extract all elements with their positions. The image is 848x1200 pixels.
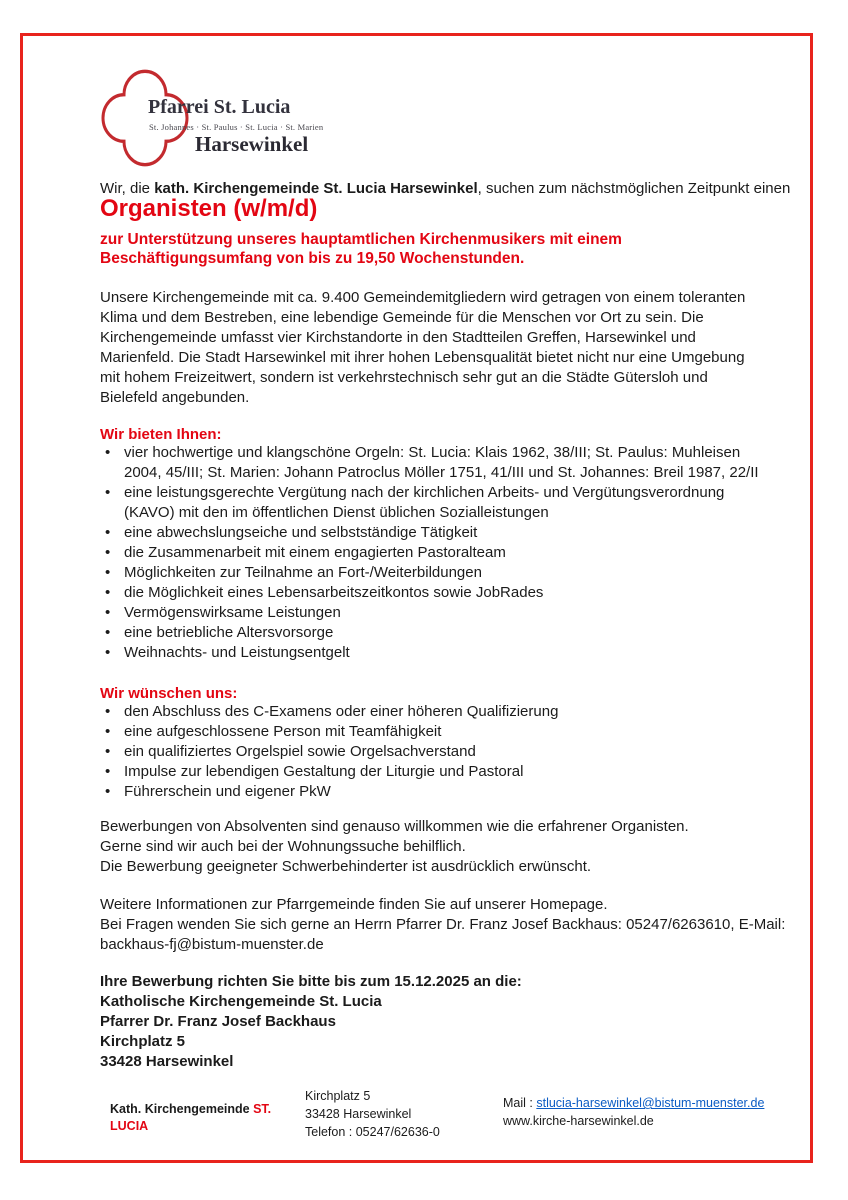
intro-org-name: kath. Kirchengemeinde St. Lucia Harsewinkel — [154, 180, 478, 197]
application-address-block — [100, 972, 768, 1072]
notes-line: Gerne sind wir auch bei der Wohnungssuche behilflich. — [100, 838, 466, 855]
offer-item: • Vermögenswirksame Leistungen — [100, 603, 768, 623]
offer-item: • die Zusammenarbeit mit einem engagierten Pastoralteam — [100, 543, 768, 563]
intro-suffix: , suchen zum nächstmöglichen Zeitpunkt einen — [477, 180, 791, 197]
info-line: Bei Fragen wenden Sie sich gerne an Herrn Pfarrer Dr. Franz Josef Backhaus: 05247/6263610, E-Mail: — [100, 916, 786, 933]
notes-line: Bewerbungen von Absolventen sind genauso willkommen wie die erfahrener Organisten. — [100, 818, 689, 835]
offer-item: • eine betriebliche Altersvorsorge — [100, 623, 768, 643]
logo-city: Harsewinkel — [195, 132, 309, 156]
logo-title: Pfarrei St. Lucia — [148, 96, 291, 118]
wish-list — [100, 702, 768, 802]
wish-item: • ein qualifiziertes Orgelspiel sowie Orgelsachverstand — [100, 742, 768, 762]
offer-item: • die Möglichkeit eines Lebensarbeitszeitkontos sowie JobRades — [100, 583, 768, 603]
footer-email-link[interactable]: stlucia-harsewinkel@bistum-muenster.de — [536, 1096, 765, 1110]
footer-org — [110, 1101, 305, 1135]
offer-item: • vier hochwertige und klangschöne Orgeln: St. Lucia: Klais 1962, 38/III; St. Paulus: Muhleisen 2004, 45/III; St. Marien: Johann Patroclus Möller 1751, 41/III und St. Johannes: Breil 1987, 22/II — [100, 443, 768, 483]
job-subtitle-line: Beschäftigungsumfang von bis zu 19,50 Wochenstunden. — [100, 250, 525, 267]
footer-address-line: Telefon : 05247/62636-0 — [305, 1125, 440, 1139]
notes-paragraph — [100, 817, 768, 877]
footer-mail-row — [503, 1094, 764, 1112]
job-subtitle-line: zur Unterstützung unseres hauptamtlichen Kirchenmusikers mit einem — [100, 231, 622, 248]
wish-heading: Wir wünschen uns: — [100, 685, 238, 702]
footer-contact — [503, 1094, 764, 1130]
info-line: Weitere Informationen zur Pfarrgemeinde finden Sie auf unserer Homepage. — [100, 896, 608, 913]
job-title-main: Organisten — [100, 195, 227, 222]
job-title — [100, 194, 768, 224]
parish-logo — [100, 62, 420, 172]
wish-item: • eine aufgeschlossene Person mit Teamfähigkeit — [100, 722, 768, 742]
offer-item: • Weihnachts- und Leistungsentgelt — [100, 643, 768, 663]
offer-heading: Wir bieten Ihnen: — [100, 426, 222, 443]
application-line: Kirchplatz 5 — [100, 1033, 186, 1050]
contact-email-text: backhaus-fj@bistum-muenster.de — [100, 936, 324, 953]
application-line: 33428 Harsewinkel — [100, 1053, 234, 1070]
job-title-gender-suffix: (w/m/d) — [226, 195, 318, 222]
footer-address-line: Kirchplatz 5 — [305, 1089, 371, 1103]
wish-item: • den Abschluss des C-Examens oder einer höheren Qualifizierung — [100, 702, 768, 722]
footer-org-black: Kath. Kirchengemeinde — [110, 1102, 254, 1116]
footer-website: www.kirche-harsewinkel.de — [503, 1114, 654, 1128]
application-line: Pfarrer Dr. Franz Josef Backhaus — [100, 1013, 336, 1030]
footer-address — [305, 1087, 440, 1141]
application-line: Ihre Bewerbung richten Sie bitte bis zum 15.12.2025 an die: — [100, 973, 522, 990]
footer-org-red: ST. LUCIA — [110, 1102, 272, 1133]
footer-address-line: 33428 Harsewinkel — [305, 1107, 412, 1121]
offer-list — [100, 443, 768, 663]
application-line: Katholische Kirchengemeinde St. Lucia — [100, 993, 382, 1010]
footer-mail-label: Mail : — [503, 1096, 537, 1110]
notes-line: Die Bewerbung geeigneter Schwerbehinderter ist ausdrücklich erwünscht. — [100, 858, 592, 875]
logo-subtitle: St. Johannes · St. Paulus · St. Lucia · St. Marien — [149, 122, 324, 132]
wish-item: • Führerschein und eigener PkW — [100, 782, 768, 802]
offer-item: • eine abwechslungseiche und selbstständige Tätigkeit — [100, 523, 768, 543]
wish-item: • Impulse zur lebendigen Gestaltung der Liturgie und Pastoral — [100, 762, 768, 782]
offer-item: • eine leistungsgerechte Vergütung nach der kirchlichen Arbeits- und Vergütungsverordnung (KAVO) mit den im öffentlichen Dienst üblichen Sozialleistungen — [100, 483, 768, 523]
job-subtitle — [100, 230, 768, 268]
intro-prefix: Wir, die — [100, 180, 155, 197]
info-paragraph — [100, 895, 786, 955]
offer-item: • Möglichkeiten zur Teilnahme an Fort-/Weiterbildungen — [100, 563, 768, 583]
about-paragraph: Unsere Kirchengemeinde mit ca. 9.400 Gemeindemitgliedern wird getragen von einem toleranten Klima und dem Bestreben, eine lebendige Gemeinde für die Menschen vor Ort zu sein. Die Kirchengemeinde umfasst vier Kirchstandorte in den Stadtteilen Greffen, Harsewinkel und Marienfeld. Die Stadt Harsewinkel mit ihrer hohen Lebensqualität bietet nicht nur eine Umgebung mit hohem Freizeitwert, sondern ist verkehrstechnisch sehr gut an die Städte Gütersloh und Bielefeld angebunden. — [100, 289, 746, 406]
